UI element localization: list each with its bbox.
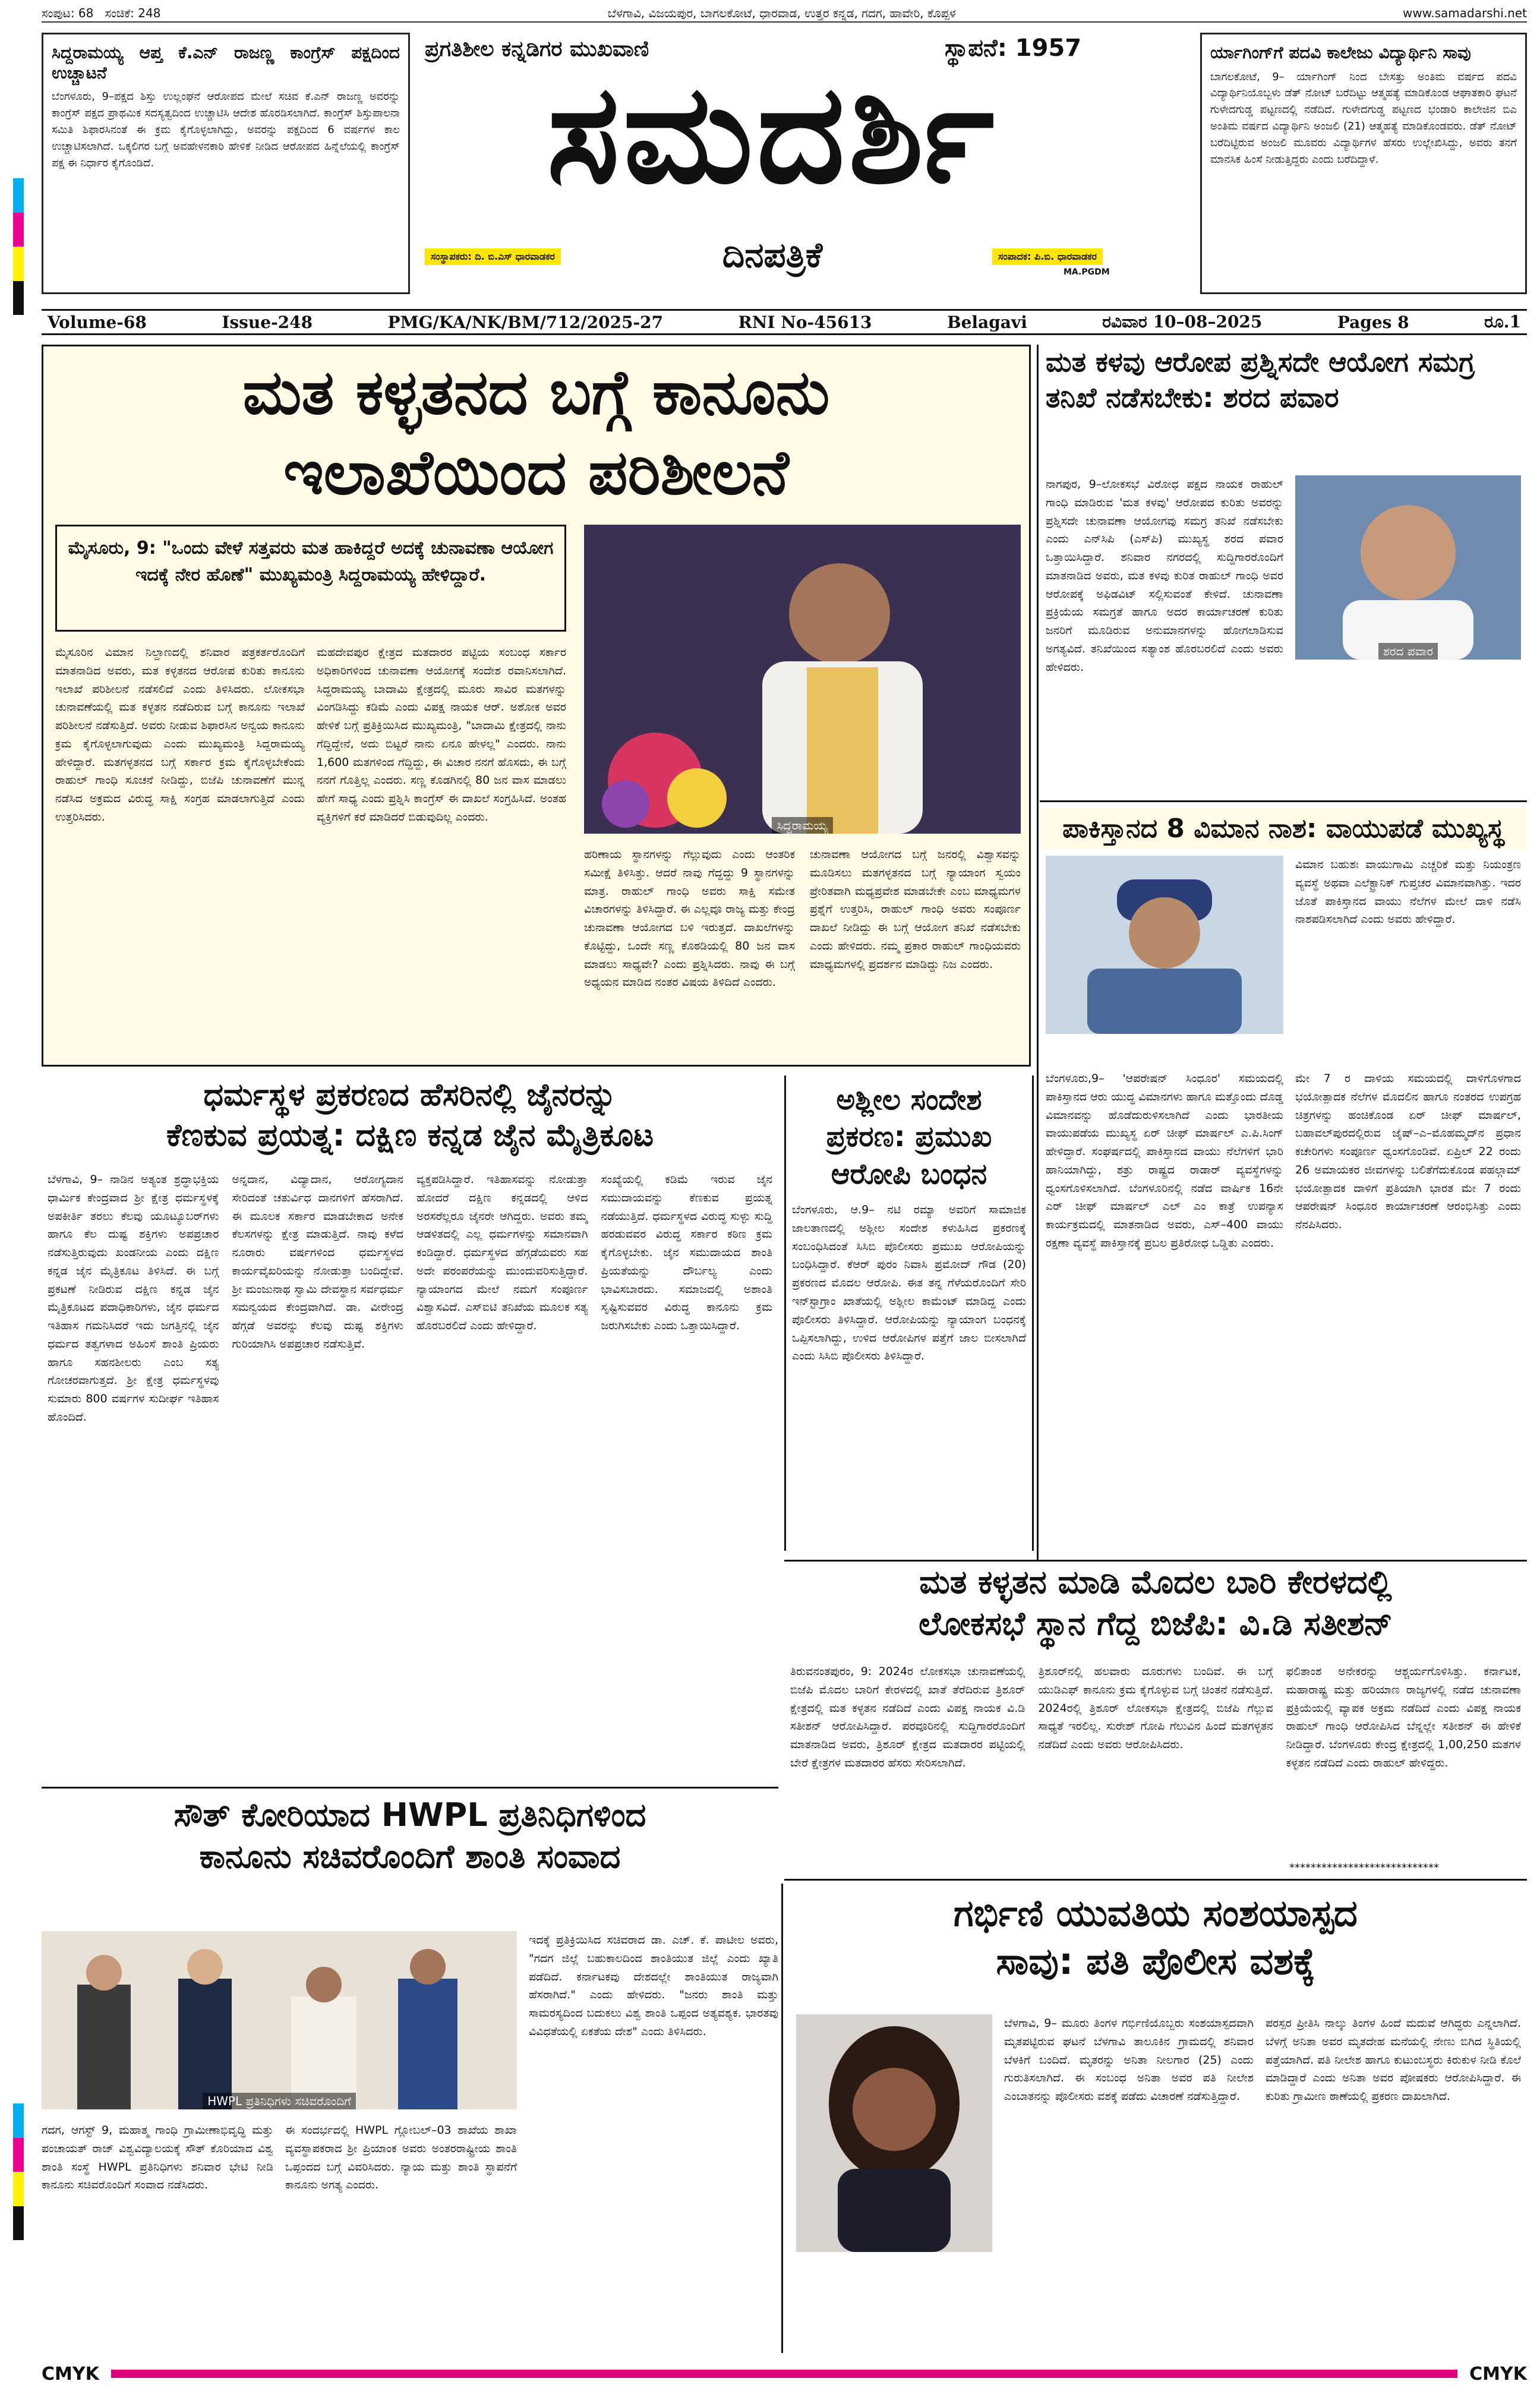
jain-story <box>42 1075 778 1789</box>
footer-bar <box>42 2362 1527 2386</box>
lead-story <box>42 345 1031 1067</box>
lead-headline-line1: ಮತ ಕಳ್ಳತನದ ಬಗ್ಗೆ ಕಾನೂನು <box>242 356 830 428</box>
pakistan-headline: ಪಾಕಿಸ್ತಾನದ 8 ವಿಮಾನ ನಾಶ: ವಾಯುಪಡೆ ಮುಖ್ಯಸ್ಥ <box>1040 808 1527 849</box>
hwpl-headline-line1: ಸೌತ್ ಕೋರಿಯಾದ HWPL ಪ್ರತಿನಿಧಿಗಳಿಂದ <box>173 1796 646 1834</box>
place-label: Belagavi <box>946 312 1027 332</box>
masthead-title: ಸಮದರ್ಶಿ <box>547 53 998 214</box>
website-link[interactable]: www.samadarshi.net <box>1402 6 1527 20</box>
pakistan-photo <box>1046 856 1283 1034</box>
pregnant-body: ಬೆಳಗಾವಿ, 9– ಮೂರು ತಿಂಗಳ ಗರ್ಭಿಣಿಯೊಬ್ಬರು ಸಂಶಯಾಸ್ಪದವಾಗಿ ಮೃತಪಟ್ಟಿರುವ ಘಟನೆ ಬೆಳಗಾವಿ ತಾಲೂಕಿನ ಗ್ರಾಮದಲ್ಲಿ ಶನಿವಾರ ಬೆಳಕಿಗೆ ಬಂದಿದೆ. ಮೃತರನ್ನು ಅನಿತಾ ನೀಲಗಾರ (25) ಎಂದು ಗುರುತಿಸಲಾಗಿದೆ. ಈ ಸಂಬಂಧ ಅನಿತಾ ಅವರ ಪತಿ ನೀಲೇಶ ಎಂಬಾತನನ್ನು ಪೊಲೀಸರು ವಶಕ್ಕೆ ಪಡೆದು ವಿಚಾರಣೆ ನಡೆಸುತ್ತಿದ್ದಾರೆ. <box>1004 2017 1254 2103</box>
column-rule <box>1037 345 1039 1560</box>
arrest-story <box>784 1075 1034 1551</box>
right-news-box <box>1200 33 1527 294</box>
lead-headline-line2: ಇಲಾಖೆಯಿಂದ ಪರಿಶೀಲನೆ <box>283 436 789 509</box>
price-label: ರೂ.1 <box>1484 312 1521 332</box>
lead-col-1: ಮೈಸೂರಿನ ವಿಮಾನ ನಿಲ್ದಾಣದಲ್ಲಿ ಶನಿವಾರ ಪತ್ರಕರ್ತರೊಂದಿಗೆ ಮಾತನಾಡಿದ ಅವರು, ಮತ ಕಳ್ಳತನದ ಆರೋಪ ಕುರಿತು ಕಾನೂನು ಇಲಾಖೆ ಪರಿಶೀಲನೆ ನಡೆಸಲಿದೆ ಎಂದು ತಿಳಿಸಿದರು. ಲೋಕಸಭಾ ಚುನಾವಣೆಯಲ್ಲಿ ಮತ ಕಳ್ಳತನ ನಡೆದಿರುವ ಬಗ್ಗೆ ಕಾನೂನು ಇಲಾಖೆ ಪರಿಶೀಲನೆ ನಡೆಸುತ್ತಿದೆ. ಅವರು ನೀಡುವ ಶಿಫಾರಸಿನ ಅನ್ವಯ ಕಾನೂನು ಕ್ರಮ ಕೈಗೊಳ್ಳಲಾಗುವುದು ಎಂದು ಮುಖ್ಯಮಂತ್ರಿ ಸಿದ್ದರಾಮಯ್ಯ ಹೇಳಿದ್ದಾರೆ. ಮತಗಳ್ಳತನದ ಬಗ್ಗೆ ಸರ್ಕಾರ ಕ್ರಮ ಕೈಗೊಳ್ಳಬೇಕೆಂದು ರಾಹುಲ್ ಗಾಂಧಿ ಸೂಚನೆ ನೀಡಿದ್ದು, ಬಿಜೆಪಿ ಚುನಾವಣೆಗೆ ಮುನ್ನ ನಡೆಸಿದ ಅಕ್ರಮದ ವಿರುದ್ಧ ಸಾಕ್ಷಿ ಸಂಗ್ರಹ ಮಾಡಲಾಗುತ್ತಿದೆ ಎಂದು ಉತ್ತರಿಸಿದರು. <box>55 646 305 824</box>
kerala-columns <box>790 1663 1521 1859</box>
jain-headline-line1: ಧರ್ಮಸ್ಥಳ ಪ್ರಕರಣದ ಹೆಸರಿನಲ್ಲಿ ಜೈನರನ್ನು <box>203 1077 617 1113</box>
issue-info-bar <box>42 309 1527 335</box>
hwpl-headline-line2: ಕಾನೂನು ಸಚಿವರೊಂದಿಗೆ ಶಾಂತಿ ಸಂವಾದ <box>199 1838 621 1876</box>
masthead-established: ಸ್ಥಾಪನೆ: 1957 <box>945 34 1082 62</box>
registration-marks-bottom <box>13 2103 24 2240</box>
arrest-headline: ಅಶ್ಲೀಲ ಸಂದೇಶ ಪ್ರಕರಣ: ಪ್ರಮುಖ ಆರೋಪಿ ಬಂಧನ <box>826 1083 992 1191</box>
kerala-headline-line1: ಮತ ಕಳ್ಳತನ ಮಾಡಿ ಮೊದಲ ಬಾರಿ ಕೇರಳದಲ್ಲಿ <box>919 1563 1392 1601</box>
speaker-illustration <box>584 525 1021 834</box>
column-rule-bottom <box>781 1884 783 2353</box>
pregnant-story <box>784 1890 1527 2353</box>
date-label: ರವಿವಾರ 10–08–2025 <box>1102 312 1263 332</box>
masthead-tagline: ಪ್ರಗತಿಶೀಲ ಕನ್ನಡಿಗರ ಮುಖವಾಣಿ <box>425 37 649 61</box>
pakistan-body: ಬೆಂಗಳೂರು,9– 'ಆಪರೇಷನ್ ಸಿಂಧೂರ' ಸಮಯದಲ್ಲಿ ಪಾಕಿಸ್ತಾನದ ಆರು ಯುದ್ಧ ವಿಮಾನಗಳು ಹಾಗೂ ಮತ್ತೊಂದು ದೊಡ್ಡ ವಿಮಾನವನ್ನು ಹೊಡೆದುರುಳಿಸಲಾಗಿದೆ ಎಂದು ಭಾರತೀಯ ವಾಯುಪಡೆಯ ಮುಖ್ಯಸ್ಥ ಏರ್ ಚೀಫ್ ಮಾರ್ಷಲ್ ಎ.ಪಿ.ಸಿಂಗ್ ಹೇಳಿದ್ದಾರೆ. ಸಂಘರ್ಷದಲ್ಲಿ ಪಾಕಿಸ್ತಾನದ ವಾಯು ನೆಲೆಗಳಿಗೆ ಭಾರಿ ಹಾನಿಯಾಗಿದ್ದು, ಶತ್ರು ರಾಷ್ಟ್ರದ ರಾಡಾರ್ ವ್ಯವಸ್ಥೆಗಳನ್ನು ಧ್ವಂಸಗೊಳಿಸಲಾಗಿದೆ. ಬೆಂಗಳೂರಿನಲ್ಲಿ ನಡೆದ ವಾರ್ಷಿಕ 16ನೇ ಎರ್ ಚೀಫ್ ಮಾರ್ಷಲ್ ಎಲ್ ಎಂ ಕಾತ್ರೆ ಉಪನ್ಯಾಸ ಕಾರ್ಯಕ್ರಮದಲ್ಲಿ ಮಾತನಾಡಿದ ಅವರು, ಎಸ್–400 ವಾಯು ರಕ್ಷಣಾ ವ್ಯವಸ್ಥೆ ಪಾಕಿಸ್ತಾನಕ್ಕೆ ಪ್ರಬಲ ಪ್ರತಿರೋಧ ಒಡ್ಡಿತು ಎಂದರು. <box>1046 1072 1283 1250</box>
lead-photo <box>584 525 1021 834</box>
hwpl-photo <box>42 1931 517 2109</box>
left-news-box <box>42 33 410 294</box>
edition-cities: ಬೆಳಗಾವಿ, ವಿಜಯಪುರ, ಬಾಗಲಕೋಟೆ, ಧಾರವಾಡ, ಉತ್ತರ ಕನ್ನಡ, ಗದಗ, ಹಾವೇರಿ, ಕೊಪ್ಪಳ <box>607 6 956 20</box>
cmyk-mark-left: CMYK <box>42 2363 99 2384</box>
hwpl-photo-caption: HWPL ಪ್ರತಿನಿಧಿಗಳು ಸಚಿವರೊಂದಿಗೆ <box>203 2093 356 2109</box>
sharad-body: ನಾಗಪುರ, 9–ಲೋಕಸಭೆ ವಿರೋಧ ಪಕ್ಷದ ನಾಯಕ ರಾಹುಲ್ ಗಾಂಧಿ ಮಾಡಿರುವ 'ಮತ ಕಳವು' ಆರೋಪದ ಕುರಿತು ಅವರನ್ನು ಪ್ರಶ್ನಿಸದೇ ಚುನಾವಣಾ ಆಯೋಗವು ಸಮಗ್ರ ತನಿಖೆ ನಡೆಸಬೇಕು ಎಂದು ಎನ್‌ಸಿಪಿ (ಎಸ್‌ಪಿ) ಮುಖ್ಯಸ್ಥ ಶರದ ಪವಾರ ಒತ್ತಾಯಿಸಿದ್ದಾರೆ. ಶನಿವಾರ ನಗರದಲ್ಲಿ ಸುದ್ದಿಗಾರರೊಂದಿಗೆ ಮಾತನಾಡಿದ ಅವರು, ಮತ ಕಳವು ಕುರಿತ ರಾಹುಲ್ ಗಾಂಧಿ ಅವರ ಆರೋಪಕ್ಕೆ ಅಫಿಡವಿಟ್ ಸಲ್ಲಿಸುವಂತೆ ಕೇಳಿದೆ. ಚುನಾವಣಾ ಪ್ರಕ್ರಿಯೆಯ ಸಮಗ್ರತೆ ಹಾಗೂ ಅದರ ಕಾರ್ಯಾಚರಣೆ ಕುರಿತು ಜನರಿಗೆ ಮೂಡಿರುವ ಅನುಮಾನಗಳನ್ನು ಹೋಗಲಾಡಿಸುವ ಅಗತ್ಯವಿದೆ. ತನಿಖೆಯಿಂದ ಸತ್ಯಾಂಶ ಹೊರಬರಲಿದೆ ಎಂದು ಅವರು ಹೇಳಿದರು. <box>1046 478 1283 674</box>
pregnant-headline-line2: ಸಾವು: ಪತಿ ಪೊಲೀಸ ವಶಕ್ಕೆ <box>996 1939 1315 1983</box>
lead-col-3: ಹರಿಣಾಯ ಸ್ಥಾನಗಳನ್ನು ಗೆಲ್ಲುವುದು ಎಂದು ಆಂತರಿಕ ಸಮೀಕ್ಷೆ ತಿಳಿಸಿತ್ತು. ಆದರೆ ನಾವು ಗೆದ್ದದ್ದು 9 ಸ್ಥಾನಗಳನ್ನು ಮಾತ್ರ. ರಾಹುಲ್ ಗಾಂಧಿ ಅವರು ಸಾಕ್ಷಿ ಸಮೇತ ವಿಚಾರಗಳನ್ನು ತಿಳಿಸಿದ್ದಾರೆ. ಈ ಎಲ್ಲವೂ ರಾಜ್ಯ ಮತ್ತು ಕೇಂದ್ರ ಚುನಾವಣಾ ಆಯೋಗದ ಬಳಿ ಇರುತ್ತದೆ. ದಾಖಲೆಗಳನ್ನು ಕೊಟ್ಟಿದ್ದು, ಒಂದೇ ಸಣ್ಣ ಕೊಠಡಿಯಲ್ಲಿ 80 ಜನ ವಾಸ ಮಾಡಲು ಸಾಧ್ಯವೇ? ಎಂದು ಪ್ರಶ್ನಿಸಿದರು. ನಾವು ಈ ಬಗ್ಗೆ ಅಧ್ಯಯನ ಮಾಡಿದ ನಂತರ ವಿಷಯ ತಿಳಿದಿದೆ ಎಂದರು. <box>584 848 795 989</box>
jain-columns <box>48 1171 772 1783</box>
pages-label: Pages 8 <box>1337 312 1409 332</box>
kerala-col-1: ತಿರುವನಂತಪುರಂ, 9: 2024ರ ಲೋಕಸಭಾ ಚುನಾವಣೆಯಲ್ಲಿ ಬಿಜೆಪಿ ಮೊದಲ ಬಾರಿಗೆ ಕೇರಳದಲ್ಲಿ ಖಾತೆ ತೆರೆದಿರುವ ತ್ರಿಶೂರ್ ಕ್ಷೇತ್ರದಲ್ಲಿ ಮತ ಕಳ್ಳತನ ನಡೆದಿದೆ ಎಂದು ವಿಪಕ್ಷ ನಾಯಕ ವಿ.ಡಿ ಸತೀಶನ್ ಆರೋಪಿಸಿದ್ದಾರೆ. ಪರವೂರಿನಲ್ಲಿ ಸುದ್ದಿಗಾರರೊಂದಿಗೆ ಮಾತನಾಡಿದ ಅವರು, ತ್ರಿಶೂರ್ ಕ್ಷೇತ್ರದ ಮತದಾರರ ಪಟ್ಟಿಯಲ್ಲಿ ಬೇರೆ ಕ್ಷೇತ್ರಗಳ ಮತದಾರರ ಹೆಸರು ಸೇರಿಸಲಾಗಿದೆ. <box>790 1665 1025 1770</box>
hwpl-col-right: ಇದಕ್ಕೆ ಪ್ರತಿಕ್ರಿಯಿಸಿದ ಸಚಿವರಾದ ಡಾ. ಎಚ್. ಕೆ. ಪಾಟೀಲ ಅವರು, "ಗದಗ ಜಿಲ್ಲೆ ಬಹುಕಾಲದಿಂದ ಶಾಂತಿಯುತ ಜಿಲ್ಲೆ ಎಂದು ಖ್ಯಾತಿ ಪಡೆದಿದೆ. ಕರ್ನಾಟಕವು ದೇಶದಲ್ಲೇ ಶಾಂತಿಯುತ ರಾಜ್ಯವಾಗಿ ಹೆಸರಾಗಿದೆ." ಎಂದು ಹೇಳಿದರು. "ಜನರು ಶಾಂತಿ ಮತ್ತು ಸಾಮರಸ್ಯದಿಂದ ಬದುಕಲು ವಿಶ್ವ ಶಾಂತಿ ಒಪ್ಪಂದ ಅತ್ಯವಶ್ಯಕ. ಭಾರತವು ವಿವಿಧತೆಯಲ್ಲಿ ಏಕತೆಯ ದೇಶ" ಎಂದು ತಿಳಿಸಿದರು. <box>529 1934 778 2038</box>
registration-marks <box>13 178 24 315</box>
jain-col-2: ಅನ್ನದಾನ, ವಿದ್ಯಾದಾನ, ಆರೋಗ್ಯದಾನ ಸೇರಿದಂತೆ ಚತುರ್ವಿಧ ದಾನಗಳಿಗೆ ಹೆಸರಾಗಿದೆ. ಈ ಮೂಲಕ ಸರ್ಕಾರ ಮಾಡಬೇಕಾದ ಅನೇಕ ಕೆಲಸಗಳನ್ನು ಕ್ಷೇತ್ರ ಮಾಡುತ್ತಿದೆ. ನಾವು ಕಳೆದ ನೂರಾರು ವರ್ಷಗಳಿಂದ ಧರ್ಮಸ್ಥಳದ ಕಾರ್ಯವೈಖರಿಯನ್ನು ನೋಡುತ್ತಾ ಬಂದಿದ್ದೇವೆ. ಶ್ರೀ ಮಂಜುನಾಥ ಸ್ವಾಮಿ ದೇವಸ್ಥಾನ ಸರ್ವಧರ್ಮ ಸಮನ್ವಯದ ಕೇಂದ್ರವಾಗಿದೆ. ಡಾ. ವೀರೇಂದ್ರ ಹೆಗ್ಗಡೆ ಅವರನ್ನು ಕೆಲವು ದುಷ್ಟ ಶಕ್ತಿಗಳು ಗುರಿಯಾಗಿಸಿ ಅಪಪ್ರಚಾರ ನಡೆಸುತ್ತಿವೆ. <box>232 1173 403 1351</box>
jain-col-4: ಸಂಖ್ಯೆಯಲ್ಲಿ ಕಡಿಮೆ ಇರುವ ಜೈನ ಸಮುದಾಯವನ್ನು ಕೆಣಕುವ ಪ್ರಯತ್ನ ನಡೆಯುತ್ತಿದೆ. ಧರ್ಮಸ್ಥಳದ ವಿರುದ್ಧ ಸುಳ್ಳು ಸುದ್ದಿ ಹರಡುವವರ ವಿರುದ್ಧ ಸರ್ಕಾರ ಕಠಿಣ ಕ್ರಮ ಕೈಗೊಳ್ಳಬೇಕು. ಜೈನ ಸಮುದಾಯದ ಶಾಂತಿ ಪ್ರಿಯತೆಯನ್ನು ದೌರ್ಬಲ್ಯ ಎಂದು ಭಾವಿಸಬಾರದು. ಸಮಾಜದಲ್ಲಿ ಅಶಾಂತಿ ಸೃಷ್ಟಿಸುವವರ ವಿರುದ್ಧ ಕಾನೂನು ಕ್ರಮ ಜರುಗಿಸಬೇಕು ಎಂದು ಒತ್ತಾಯಿಸಿದ್ದಾರೆ. <box>601 1173 772 1333</box>
lead-quote-box: ಮೈಸೂರು, 9: "ಒಂದು ವೇಳೆ ಸತ್ತವರು ಮತ ಹಾಕಿದ್ದರೆ ಅದಕ್ಕೆ ಚುನಾವಣಾ ಆಯೋಗ ಇದಕ್ಕೆ ನೇರ ಹೊಣೆ" ಮುಖ್ಯಮಂತ್ರಿ ಸಿದ್ದರಾಮಯ್ಯ ಹೇಳಿದ್ದಾರೆ. <box>55 525 566 632</box>
kerala-story <box>784 1560 1527 1881</box>
pregnant-body-2: ಪರಸ್ಪರ ಪ್ರೀತಿಸಿ ನಾಲ್ಕು ತಿಂಗಳ ಹಿಂದೆ ಮದುವೆ ಆಗಿದ್ದರು ಎನ್ನಲಾಗಿದೆ. ಬೆಳಗ್ಗೆ ಅನಿತಾ ಅವರ ಮೃತದೇಹ ಮನೆಯಲ್ಲಿ ನೇಣು ಬಿಗಿದ ಸ್ಥಿತಿಯಲ್ಲಿ ಪತ್ತೆಯಾಗಿದೆ. ಪತಿ ನೀಲೇಶ ಹಾಗೂ ಕುಟುಂಬಸ್ಥರು ಕಿರುಕುಳ ನೀಡಿ ಕೊಲೆ ಮಾಡಿದ್ದಾರೆ ಎಂದು ಅನಿತಾ ಅವರ ಪೋಷಕರು ಆರೋಪಿಸಿದ್ದಾರೆ. ಈ ಕುರಿತು ಗ್ರಾಮೀಣ ಠಾಣೆಯಲ್ಲಿ ಪ್ರಕರಣ ದಾಖಲಾಗಿದೆ. <box>1266 2017 1521 2103</box>
sharad-headline: ಮತ ಕಳವು ಆರೋಪ ಪ್ರಶ್ನಿಸದೇ ಆಯೋಗ ಸಮಗ್ರ ತನಿಖೆ ನಡೆಸಬೇಕು: ಶರದ ಪವಾರ <box>1046 346 1475 414</box>
sharad-photo <box>1295 475 1521 660</box>
jain-headline-line2: ಕೆಣಕುವ ಪ್ರಯತ್ನ: ದಕ್ಷಿಣ ಕನ್ನಡ ಜೈನ ಮೈತ್ರಿಕೂಟ <box>166 1117 654 1153</box>
founder-label: ಸಂಸ್ಥಾಪಕರು: ದಿ. ಬಿ.ಎಸ್ ಧಾರವಾಡಕರ <box>425 248 561 265</box>
pakistan-body-2: ಮೇ 7 ರ ದಾಳಿಯ ಸಮಯದಲ್ಲಿ ದಾಳಿಗೊಳಗಾದ ಭಯೋತ್ಪಾದಕ ನೆಲೆಗಳ ಮೊದಲಿನ ಹಾಗೂ ನಂತರದ ಉಪಗ್ರಹ ಚಿತ್ರಗಳನ್ನು ಹಂಚಿಕೊಂಡ ಏರ್ ಚೀಫ್ ಮಾರ್ಷಲ್, ಬಹಾವಲ್‌ಪುರದಲ್ಲಿರುವ ಜೈಷ್–ಎ–ಮೊಹಮ್ಮದ್‌ನ ಪ್ರಧಾನ ಕಚೇರಿಗಳು ಸಂಪೂರ್ಣ ಧ್ವಂಸಗೊಂಡಿವೆ. ಏಪ್ರಿಲ್ 22 ರಂದು 26 ಅಮಾಯಕರ ಜೀವಗಳನ್ನು ಬಲಿತೆಗೆದುಕೊಂಡ ಪಹಲ್ಗಾಮ್ ಭಯೋತ್ಪಾದಕ ದಾಳಿಗೆ ಪ್ರತಿಯಾಗಿ ಭಾರತ ಮೇ 7 ರಂದು ಆಪರೇಷನ್ ಸಿಂಧೂರ ಕಾರ್ಯಾಚರಣೆ ಆರಂಭಿಸಿತ್ತು ಎಂದು ನೆನಪಿಸಿದರು. <box>1295 1072 1521 1232</box>
pakistan-story <box>1040 808 1527 1064</box>
rni-label: RNI No-45613 <box>738 312 872 332</box>
left-box-body: ಬೆಂಗಳೂರು, 9–ಪಕ್ಷದ ಶಿಸ್ತು ಉಲ್ಲಂಘನೆ ಆರೋಪದ ಮೇಲೆ ಸಚಿವ ಕೆ.ಎನ್ ರಾಜಣ್ಣ ಅವರನ್ನು ಕಾಂಗ್ರೆಸ್ ಪಕ್ಷದ ಪ್ರಾಥಮಿಕ ಸದಸ್ಯತ್ವದಿಂದ ಉಚ್ಚಾಟಿಸಿ ಆದೇಶ ಹೊರಡಿಸಲಾಗಿದೆ. ಕಾಂಗ್ರೆಸ್ ಶಿಸ್ತುಪಾಲನಾ ಸಮಿತಿ ಶಿಫಾರಸಿನಂತೆ ಈ ಕ್ರಮ ಕೈಗೊಳ್ಳಲಾಗಿದ್ದು, ಅವರನ್ನು ಪಕ್ಷದಿಂದ 6 ವರ್ಷಗಳ ಕಾಲ ಉಚ್ಚಾಟಿಸಲಾಗಿದೆ. ಒಕ್ಕಲಿಗರ ಬಗ್ಗೆ ಅವಹೇಳನಕಾರಿ ಹೇಳಿಕೆ ನೀಡಿದ ಆರೋಪದ ಹಿನ್ನೆಲೆಯಲ್ಲಿ ಕಾಂಗ್ರೆಸ್ ಪಕ್ಷ ಈ ನಿರ್ಧಾರ ಕೈಗೊಂಡಿದೆ. <box>52 90 400 169</box>
woman-portrait-illustration <box>796 2014 992 2252</box>
hwpl-col-1: ಗದಗ, ಆಗಸ್ಟ್ 9, ಮಹಾತ್ಮ ಗಾಂಧಿ ಗ್ರಾಮೀಣಾಭಿವೃದ್ಧಿ ಮತ್ತು ಪಂಚಾಯತ್ ರಾಜ್ ವಿಶ್ವವಿದ್ಯಾಲಯಕ್ಕೆ ಸೌತ್ ಕೊರಿಯಾದ ವಿಶ್ವ ಶಾಂತಿ ಸಂಸ್ಥೆ HWPL ಪ್ರತಿನಿಧಿಗಳು ಶನಿವಾರ ಭೇಟಿ ನೀಡಿ ಕಾನೂನು ಸಚಿವರೊಂದಿಗೆ ಸಂವಾದ ನಡೆಸಿದರು. <box>42 2124 273 2192</box>
volume-label: Volume-68 <box>48 312 147 332</box>
sharad-photo-caption: ಶರದ ಪವಾರ <box>1378 643 1438 660</box>
hwpl-story <box>42 1794 778 2353</box>
lead-col-2: ಮಹದೇವಪುರ ಕ್ಷೇತ್ರದ ಮತದಾರರ ಪಟ್ಟಿಯ ಸಂಬಂಧ ಸರ್ಕಾರ ಅಧಿಕಾರಿಗಳಿಂದ ಚುನಾವಣಾ ಆಯೋಗಕ್ಕೆ ಸಂದೇಶ ರವಾನಿಸಲಾಗಿದೆ. ಸಿದ್ದರಾಮಯ್ಯ ಬಾದಾಮಿ ಕ್ಷೇತ್ರದಲ್ಲಿ ಮೂರು ಸಾವಿರ ಮತಗಳನ್ನು ವಿಂಗಡಿಸಿದ್ದು ಕಡಿಮೆ ಎಂದು ವಿಪಕ್ಷ ನಾಯಕ ಆರ್. ಅಶೋಕ ಅವರ ಹೇಳಿಕೆ ಬಗ್ಗೆ ಪ್ರತಿಕ್ರಿಯಿಸಿದ ಮುಖ್ಯಮಂತ್ರಿ, "ಬಾದಾಮಿ ಕ್ಷೇತ್ರದಲ್ಲಿ ನಾನು ಗೆದ್ದಿದ್ದೇನೆ, ಅದು ಬಿಟ್ಟರೆ ನಾನು ಏನೂ ಹೇಳಲ್ಲ" ಎಂದರು. ನಾನು 1,600 ಮತಗಳಿಂದ ಗೆದ್ದಿದ್ದು, ಈ ವಿಚಾರ ನನಗೆ ಹೊಸದು, ಈ ಬಗ್ಗೆ ನನಗೆ ಗೊತ್ತಿಲ್ಲ ಎಂದರು. ಸಣ್ಣ ಕೊಡಗಿನಲ್ಲಿ 80 ಜನ ವಾಸ ಮಾಡಲು ಹೇಗೆ ಸಾಧ್ಯ ಎಂದು ಪ್ರಶ್ನಿಸಿ ಕಾಂಗ್ರೆಸ್ ಈ ದಾಖಲೆ ಸಂಗ್ರಹಿಸಿದೆ. ಅಂತಹ ವ್ಯಕ್ತಿಗಳಿಗೆ ಕರೆ ಮಾಡಿದರೆ ಬಿಡುವುದಿಲ್ಲ ಎಂದರು. <box>317 646 566 824</box>
arrest-body: ಬೆಂಗಳೂರು, ಆ.9– ನಟಿ ರಮ್ಯಾ ಅವರಿಗೆ ಸಾಮಾಜಿಕ ಜಾಲತಾಣದಲ್ಲಿ ಅಶ್ಲೀಲ ಸಂದೇಶ ಕಳುಹಿಸಿದ ಪ್ರಕರಣಕ್ಕೆ ಸಂಬಂಧಿಸಿದಂತೆ ಸಿಸಿಬಿ ಪೊಲೀಸರು ಪ್ರಮುಖ ಆರೋಪಿಯನ್ನು ಬಂಧಿಸಿದ್ದಾರೆ. ಕೆಆರ್ ಪುರಂ ನಿವಾಸಿ ಪ್ರಮೋದ್ ಗೌಡ (20) ಪ್ರಕರಣದ ಮೊದಲ ಆರೋಪಿ. ಈತ ತನ್ನ ಗೆಳೆಯರೊಂದಿಗೆ ಸೇರಿ ಇನ್‌ಸ್ಟಾಗ್ರಾಂ ಖಾತೆಯಲ್ಲಿ ಅಶ್ಲೀಲ ಕಾಮೆಂಟ್ ಮಾಡಿದ್ದ ಎಂದು ಪೊಲೀಸರು ತಿಳಿಸಿದ್ದಾರೆ. ಆರೋಪಿಯನ್ನು ನ್ಯಾಯಾಂಗ ಬಂಧನಕ್ಕೆ ಒಪ್ಪಿಸಲಾಗಿದ್ದು, ಉಳಿದ ಆರೋಪಿಗಳ ಪತ್ತೆಗೆ ಜಾಲ ಬೀಸಲಾಗಿದೆ ಎಂದು ಸಿಸಿಬಿ ಪೊಲೀಸರು ತಿಳಿಸಿದ್ದಾರೆ. <box>792 1203 1026 1363</box>
group-meeting-illustration <box>42 1931 517 2109</box>
cmyk-mark-right: CMYK <box>1469 2363 1527 2384</box>
left-box-headline: ಸಿದ್ದರಾಮಯ್ಯ ಆಪ್ತ ಕೆ.ಎನ್ ರಾಜಣ್ಣ ಕಾಂಗ್ರೆಸ್ ಪಕ್ಷದಿಂದ ಉಚ್ಚಾಟನೆ <box>52 43 400 83</box>
sharad-story <box>1040 345 1527 802</box>
footer-color-strip <box>111 2370 1457 2378</box>
portrait-illustration <box>1295 475 1521 660</box>
lead-col-4: ಚುನಾವಣಾ ಆಯೋಗದ ಬಗ್ಗೆ ಜನರಲ್ಲಿ ವಿಶ್ವಾಸವನ್ನು ಮೂಡಿಸಲು ಮತಗಳ್ಳತನದ ಬಗ್ಗೆ ನ್ಯಾಯಾಂಗ ಸ್ವಯಂ ಪ್ರೇರಿತವಾಗಿ ಮಧ್ಯಪ್ರವೇಶ ಮಾಡಬೇಕೇ ಎಂಬ ಮಾಧ್ಯಮಗಳ ಪ್ರಶ್ನೆಗೆ ಉತ್ತರಿಸಿ, ರಾಹುಲ್ ಗಾಂಧಿ ಅವರು ಸಂಪೂರ್ಣ ದಾಖಲೆ ನೀಡಿದ್ದು ಈ ಬಗ್ಗೆ ಆಯೋಗ ತನಿಖೆ ನಡೆಸಬೇಕು ಎಂದು ಹೇಳಿದರು. ನಮ್ಮ ಪ್ರಕಾರ ರಾಹುಲ್ ಗಾಂಧಿಯವರು ಮಾಧ್ಯಮಗಳಲ್ಲಿ ಪ್ರದರ್ಶನ ಮಾಡಿದ್ದು ನಿಜ ಎಂದರು. <box>810 848 1021 971</box>
editor-degree: MA.PGDM <box>1064 267 1110 277</box>
right-box-headline: ರ್ಯಾಗಿಂಗ್‌ಗೆ ಪದವಿ ಕಾಲೇಜು ವಿದ್ಯಾರ್ಥಿನಿ ಸಾವು <box>1210 43 1471 62</box>
officer-illustration <box>1046 856 1283 1034</box>
issue-label: Issue-248 <box>222 312 313 332</box>
issue-volume: ಸಂಪುಟ: 68 ಸಂಚಿಕೆ: 248 <box>42 6 161 20</box>
kerala-stars: **************************** <box>1289 1862 1439 1874</box>
right-box-body: ಬಾಗಲಕೋಟೆ, 9– ರ್ಯಾಗಿಂಗ್ ನಿಂದ ಬೇಸತ್ತು ಅಂತಿಮ ವರ್ಷದ ಪದವಿ ವಿದ್ಯಾರ್ಥಿನಿಯೊಬ್ಬಳು ಡೆತ್ ನೋಟ್ ಬರೆದಿಟ್ಟು ಆತ್ಮಹತ್ಯೆ ಮಾಡಿಕೊಂಡ ಆಘಾತಕಾರಿ ಘಟನೆ ಗುಳೇದಗುಡ್ಡ ಪಟ್ಟಣದಲ್ಲಿ ನಡೆದಿದೆ. ಗುಳೇದಗುಡ್ಡ ಪಟ್ಟಣದ ಭಂಡಾರಿ ಕಾಲೇಜಿನ ಬಿಎ ಅಂತಿಮ ವರ್ಷದ ವಿದ್ಯಾರ್ಥಿನಿ ಅಂಜಲಿ (21) ಆತ್ಮಹತ್ಯೆ ಮಾಡಿಕೊಂಡವರು. ಡೆತ್ ನೋಟ್ ಬರೆದಿಟ್ಟಿರುವ ಅಂಜಲಿ ಮೂವರು ವಿದ್ಯಾರ್ಥಿಗಳ ಹೆಸರು ಉಲ್ಲೇಖಿಸಿದ್ದು, ಅವರು ತನಗೆ ಮಾನಸಿಕ ಹಿಂಸೆ ನೀಡುತ್ತಿದ್ದರು ಎಂದು ಬರೆದಿದ್ದಾಳೆ. <box>1210 70 1517 166</box>
registration-label: PMG/KA/NK/BM/712/2025-27 <box>387 312 664 332</box>
jain-col-1: ಬೆಳಗಾವಿ, 9– ನಾಡಿನ ಅತ್ಯಂತ ಶ್ರದ್ಧಾಭಕ್ತಿಯ ಧಾರ್ಮಿಕ ಕೇಂದ್ರವಾದ ಶ್ರೀ ಕ್ಷೇತ್ರ ಧರ್ಮಸ್ಥಳಕ್ಕೆ ಅಪಕೀರ್ತಿ ತರಲು ಕೆಲವು ಯೂಟ್ಯೂಬರ್‌ಗಳು ಹಾಗೂ ಕೆಲ ದುಷ್ಟ ಶಕ್ತಿಗಳು ಅಪಪ್ರಚಾರ ನಡೆಸುತ್ತಿರುವುದು ಖಂಡನೀಯ ಎಂದು ದಕ್ಷಿಣ ಕನ್ನಡ ಜೈನ ಮೈತ್ರಿಕೂಟ ತಿಳಿಸಿದೆ. ಈ ಬಗ್ಗೆ ಪ್ರಕಟಣೆ ನೀಡಿರುವ ದಕ್ಷಿಣ ಕನ್ನಡ ಜೈನ ಮೈತ್ರಿಕೂಟದ ಪದಾಧಿಕಾರಿಗಳು, ಜೈನ ಧರ್ಮದ ಇತಿಹಾಸ ಗಮನಿಸಿದರೆ ಇದು ಜಗತ್ತಿನಲ್ಲಿ ಜೈನ ಧರ್ಮದ ತತ್ವಗಳಾದ ಅಹಿಂಸೆ ಶಾಂತಿ ಪ್ರಿಯರು ಹಾಗೂ ಸಹನಶೀಲರು ಎಂಬ ಸತ್ಯ ಗೋಚರವಾಗುತ್ತದೆ. ಶ್ರೀ ಕ್ಷೇತ್ರ ಧರ್ಮಸ್ಥಳವು ಸುಮಾರು 800 ವರ್ಷಗಳ ಸುದೀರ್ಘ ಇತಿಹಾಸ ಹೊಂದಿದೆ. <box>48 1173 219 1424</box>
lead-photo-caption: ಸಿದ್ದರಾಮಯ್ಯ <box>772 817 832 834</box>
jain-col-3: ವ್ಯಕ್ತಪಡಿಸಿದ್ದಾರೆ. ಇತಿಹಾಸವನ್ನು ನೋಡುತ್ತಾ ಹೋದರೆ ದಕ್ಷಿಣ ಕನ್ನಡದಲ್ಲಿ ಆಳಿದ ಅರಸರೆಲ್ಲರೂ ಜೈನರೇ ಆಗಿದ್ದರು. ಅವರು ತಮ್ಮ ಆಡಳಿತದಲ್ಲಿ ಎಲ್ಲ ಧರ್ಮಗಳನ್ನು ಸಮಾನವಾಗಿ ಕಂಡಿದ್ದಾರೆ. ಧರ್ಮಸ್ಥಳದ ಹೆಗ್ಗಡೆಯವರು ಸಹ ಅದೇ ಪರಂಪರೆಯನ್ನು ಮುಂದುವರಿಸುತ್ತಿದ್ದಾರೆ. ನ್ಯಾಯಾಂಗದ ಮೇಲೆ ನಮಗೆ ಸಂಪೂರ್ಣ ವಿಶ್ವಾಸವಿದೆ. ಎಸ್‌ಐಟಿ ತನಿಖೆಯ ಮೂಲಕ ಸತ್ಯ ಹೊರಬರಲಿದೆ ಎಂದು ಹೇಳಿದ್ದಾರೆ. <box>416 1173 588 1333</box>
kerala-headline-line2: ಲೋಕಸಭೆ ಸ್ಥಾನ ಗೆದ್ದ ಬಿಜೆಪಿ: ವಿ.ಡಿ ಸತೀಶನ್ <box>919 1605 1393 1643</box>
masthead-subtitle: ದಿನಪತ್ರಿಕೆ <box>722 235 823 275</box>
editor-label: ಸಂಪಾದಕ: ಪಿ.ಬಿ. ಧಾರವಾಡಕರ <box>992 248 1103 265</box>
top-info-line <box>42 5 1527 23</box>
kerala-col-3: ಫಲಿತಾಂಶ ಅನೇಕರನ್ನು ಆಶ್ಚರ್ಯಗೊಳಿಸಿತ್ತು. ಕರ್ನಾಟಕ, ಮಹಾರಾಷ್ಟ್ರ ಮತ್ತು ಹರಿಯಾಣ ರಾಜ್ಯಗಳಲ್ಲಿ ನಡೆದ ಚುನಾವಣಾ ಪ್ರಕ್ರಿಯೆಯಲ್ಲಿ ವ್ಯಾಪಕ ಅಕ್ರಮ ನಡೆದಿದೆ ಎಂದು ವಿಪಕ್ಷ ನಾಯಕ ರಾಹುಲ್ ಗಾಂಧಿ ಆರೋಪಿಸಿದ ಬೆನ್ನಲ್ಲೇ ಸತೀಶನ್ ಈ ಹೇಳಿಕೆ ನೀಡಿದ್ದಾರೆ. ಬೆಂಗಳೂರು ಕೇಂದ್ರ ಕ್ಷೇತ್ರದಲ್ಲಿ 1,00,250 ಮತಗಳ ಕಳ್ಳತನ ನಡೆದಿದೆ ಎಂದು ರಾಹುಲ್ ಹೇಳಿದ್ದರು. <box>1286 1665 1521 1770</box>
pregnant-photo <box>796 2014 992 2252</box>
hwpl-col-2: ಈ ಸಂದರ್ಭದಲ್ಲಿ HWPL ಗ್ಲೋಬಲ್–03 ಶಾಖೆಯ ಶಾಖಾ ವ್ಯವಸ್ಥಾಪಕರಾದ ಶ್ರೀ ಪ್ರಿಯಾಂಕ ಅವರು ಅಂತರರಾಷ್ಟ್ರೀಯ ಶಾಂತಿ ಒಪ್ಪಂದದ ಬಗ್ಗೆ ವಿವರಿಸಿದರು. ನ್ಯಾಯ ಮತ್ತು ಶಾಂತಿ ಸ್ಥಾಪನೆಗೆ ಕಾನೂನು ಅಗತ್ಯ ಎಂದರು. <box>285 2124 517 2192</box>
kerala-col-2: ತ್ರಿಶೂರ್‌ನಲ್ಲಿ ಹಲವಾರು ದೂರುಗಳು ಬಂದಿವೆ. ಈ ಬಗ್ಗೆ ಯುಡಿಎಫ್ ಕಾನೂನು ಕ್ರಮ ಕೈಗೊಳ್ಳುವ ಬಗ್ಗೆ ಚಿಂತನೆ ನಡೆಸುತ್ತಿದೆ. 2024ರಲ್ಲಿ ತ್ರಿಶೂರ್ ಲೋಕಸಭಾ ಕ್ಷೇತ್ರದಲ್ಲಿ ಬಿಜೆಪಿ ಗೆಲ್ಲುವ ಸಾಧ್ಯತೆ ಇರಲಿಲ್ಲ. ಸುರೇಶ್ ಗೋಪಿ ಗೆಲುವಿನ ಹಿಂದೆ ಮತಗಳ್ಳತನ ನಡೆದಿದೆ ಎಂದು ಅವರು ಆರೋಪಿಸಿದರು. <box>1038 1665 1273 1752</box>
pregnant-headline-line1: ಗರ್ಭಿಣಿ ಯುವತಿಯ ಸಂಶಯಾಸ್ಪದ <box>954 1891 1358 1935</box>
pakistan-body-right: ವಿಮಾನ ಬಹುಶಃ ವಾಯುಗಾಮಿ ಎಚ್ಚರಿಕೆ ಮತ್ತು ನಿಯಂತ್ರಣ ವ್ಯವಸ್ಥೆ ಅಥವಾ ಎಲೆಕ್ಟ್ರಾನಿಕ್ ಗುಪ್ತಚರ ವಿಮಾನವಾಗಿತ್ತು. ಇದರ ಜೊತೆ ಪಾಕಿಸ್ತಾನದ ವಾಯು ನೆಲೆಗಳ ಮೇಲೆ ದಾಳಿ ನಡೆಸಿ ನಾಶಪಡಿಸಲಾಗಿದೆ ಎಂದು ಅವರು ಹೇಳಿದ್ದಾರೆ. <box>1295 858 1521 926</box>
